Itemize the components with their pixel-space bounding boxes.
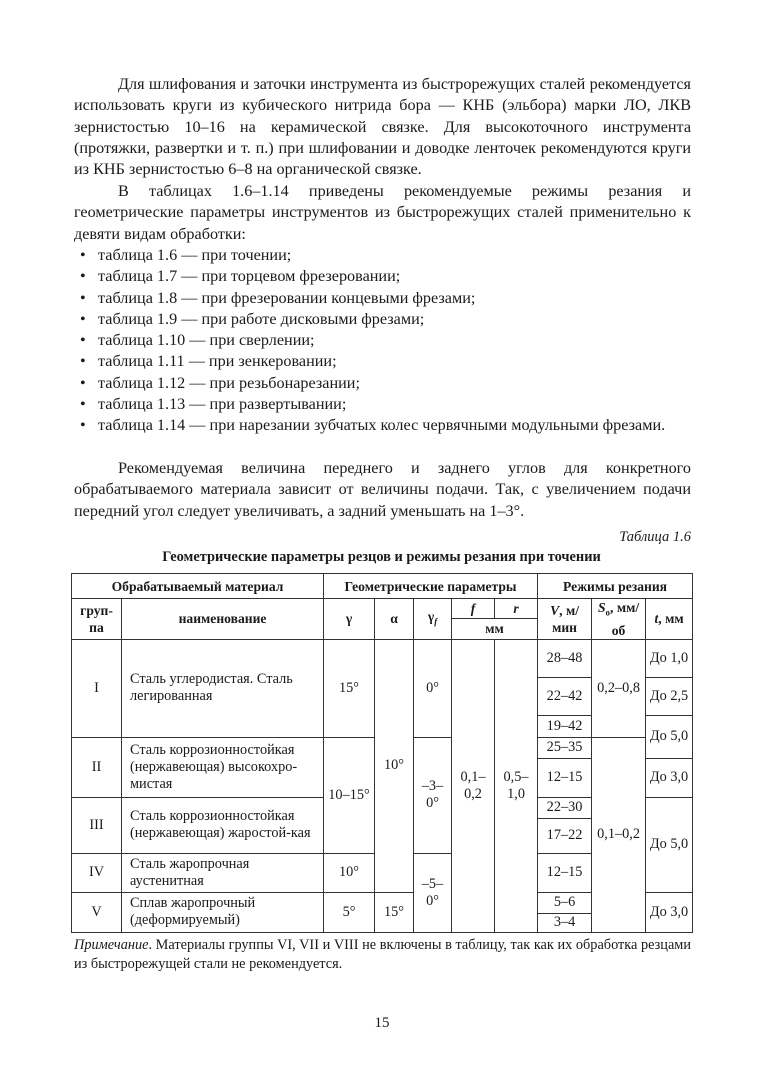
header-v: V, м/мин <box>538 599 592 640</box>
t-cell: До 5,0 <box>646 715 693 758</box>
header-mm: мм <box>452 618 538 639</box>
header-f: f <box>452 599 495 619</box>
material-name-cell: Сталь коррозионностойкая (нержавеющая) высокохро-мистая <box>122 737 324 797</box>
gamma-f-cell: –5–0° <box>414 853 452 932</box>
list-item: • таблица 1.6 — при точении; <box>74 245 691 266</box>
gamma-cell: 15° <box>324 639 375 737</box>
header-gamma: γ <box>324 599 375 640</box>
header-alpha: α <box>375 599 414 640</box>
t-cell: До 3,0 <box>646 892 693 932</box>
bullet-icon: • <box>80 416 86 435</box>
v-cell: 17–22 <box>538 818 592 853</box>
v-cell: 19–42 <box>538 715 592 737</box>
group-cell: IV <box>72 853 122 892</box>
f-cell: 0,1–0,2 <box>452 639 495 932</box>
s-cell: 0,2–0,8 <box>592 639 646 737</box>
list-item: • таблица 1.10 — при сверлении; <box>74 330 691 351</box>
table-note <box>74 936 691 974</box>
group-cell: I <box>72 639 122 737</box>
v-cell: 3–4 <box>538 913 592 932</box>
gamma-cell: 10° <box>324 853 375 892</box>
v-cell: 22–30 <box>538 797 592 818</box>
header-group: груп-па <box>72 599 122 640</box>
bullet-icon: • <box>80 288 86 307</box>
header-material: Обрабатываемый материал <box>72 574 324 599</box>
gamma-cell: 10–15° <box>324 737 375 853</box>
group-cell: II <box>72 737 122 797</box>
material-name-cell: Сталь коррозионностойкая (нержавеющая) жаростой-кая <box>122 797 324 853</box>
tables-intro <box>74 181 691 245</box>
table-list <box>74 245 691 437</box>
list-item: • таблица 1.7 — при торцевом фрезеровании; <box>74 266 691 287</box>
list-item: • таблица 1.9 — при работе дисковыми фрезами; <box>74 309 691 330</box>
header-gamma-f: $\gamma_f$ <box>414 599 452 640</box>
angle-paragraph <box>74 458 691 522</box>
t-cell: До 2,5 <box>646 677 693 715</box>
material-name-cell: Сталь углеродистая. Сталь легированная <box>122 639 324 737</box>
bullet-icon: • <box>80 331 86 350</box>
paragraph-angles: Рекомендуемая величина переднего и заднего углов для конкретного обрабатываемого материала зависит от величины подачи. Так, с увеличением подачи передний угол следует увеличивать, а задний уменьшать на 1–3°. <box>74 459 691 520</box>
v-cell: 12–15 <box>538 758 592 797</box>
header-r: r <box>495 599 538 619</box>
gamma-f-cell: 0° <box>414 639 452 737</box>
header-modes: Режимы резания <box>538 574 693 599</box>
table-title: Геометрические параметры резцов и режимы резания при точении <box>162 549 601 565</box>
v-cell: 12–15 <box>538 853 592 892</box>
material-name-cell: Сплав жаропрочный (деформируемый) <box>122 892 324 932</box>
list-item: • таблица 1.11 — при зенкеровании; <box>74 351 691 372</box>
table-number: Таблица 1.6 <box>619 529 691 545</box>
v-cell: 22–42 <box>538 677 592 715</box>
group-cell: III <box>72 797 122 853</box>
bullet-icon: • <box>80 309 86 328</box>
material-name-cell: Сталь жаропрочная аустенитная <box>122 853 324 892</box>
header-s: $S_о$, мм/об <box>592 599 646 640</box>
t-cell: До 5,0 <box>646 797 693 892</box>
list-item: • таблица 1.8 — при фрезеровании концевыми фрезами; <box>74 288 691 309</box>
gamma-cell: 5° <box>324 892 375 932</box>
r-cell: 0,5–1,0 <box>495 639 538 932</box>
intro-paragraph <box>74 74 691 180</box>
paragraph-grinding: Для шлифования и заточки инструмента из быстрорежущих сталей рекомендуется использовать круги из кубического нитрида бора — КНБ (эльбора) марки ЛО, ЛКВ зернистостью 10–16 на керамической связке. Для высокоточного инструмента (протяжки, развертки и т. п.) при шлифовании и доводке ленточек рекомендуются круги из КНБ зернистостью 6–8 на органической связке. <box>74 75 691 179</box>
list-item: • таблица 1.12 — при резьбонарезании; <box>74 373 691 394</box>
v-cell: 28–48 <box>538 639 592 677</box>
note-label: Примечание <box>74 937 149 953</box>
v-cell: 25–35 <box>538 737 592 758</box>
bullet-icon: • <box>80 267 86 286</box>
header-row-1 <box>72 574 693 599</box>
note-text: . Материалы группы VI, VII и VIII не включены в таблицу, так как их обработка резцами из быстрорежущей стали не рекомендуется. <box>74 937 691 972</box>
alpha-cell: 15° <box>375 892 414 932</box>
page-number: 15 <box>374 1015 390 1031</box>
header-row-2 <box>72 599 693 619</box>
bullet-icon: • <box>80 352 86 371</box>
cutting-params-table <box>71 573 693 933</box>
s-cell: 0,1–0,2 <box>592 737 646 932</box>
paragraph-tables: В таблицах 1.6–1.14 приведены рекомендуемые режимы резания и геометрические параметры инструментов из быстрорежущих сталей применительно к девяти видам обработки: <box>74 182 691 243</box>
list-item: • таблица 1.14 — при нарезании зубчатых колес червячными модульными фрезами. <box>74 415 691 436</box>
list-item: • таблица 1.13 — при развертывании; <box>74 394 691 415</box>
group-cell: V <box>72 892 122 932</box>
t-cell: До 1,0 <box>646 639 693 677</box>
alpha-cell: 10° <box>375 639 414 892</box>
bullet-icon: • <box>80 373 86 392</box>
bullet-icon: • <box>80 395 86 414</box>
header-t: t, мм <box>646 599 693 640</box>
bullet-icon: • <box>80 246 86 264</box>
t-cell: До 3,0 <box>646 758 693 797</box>
gamma-f-cell: –3–0° <box>414 737 452 853</box>
header-geometry: Геометрические параметры <box>324 574 538 599</box>
v-cell: 5–6 <box>538 892 592 913</box>
table-row <box>72 639 693 677</box>
header-name: наименование <box>122 599 324 640</box>
